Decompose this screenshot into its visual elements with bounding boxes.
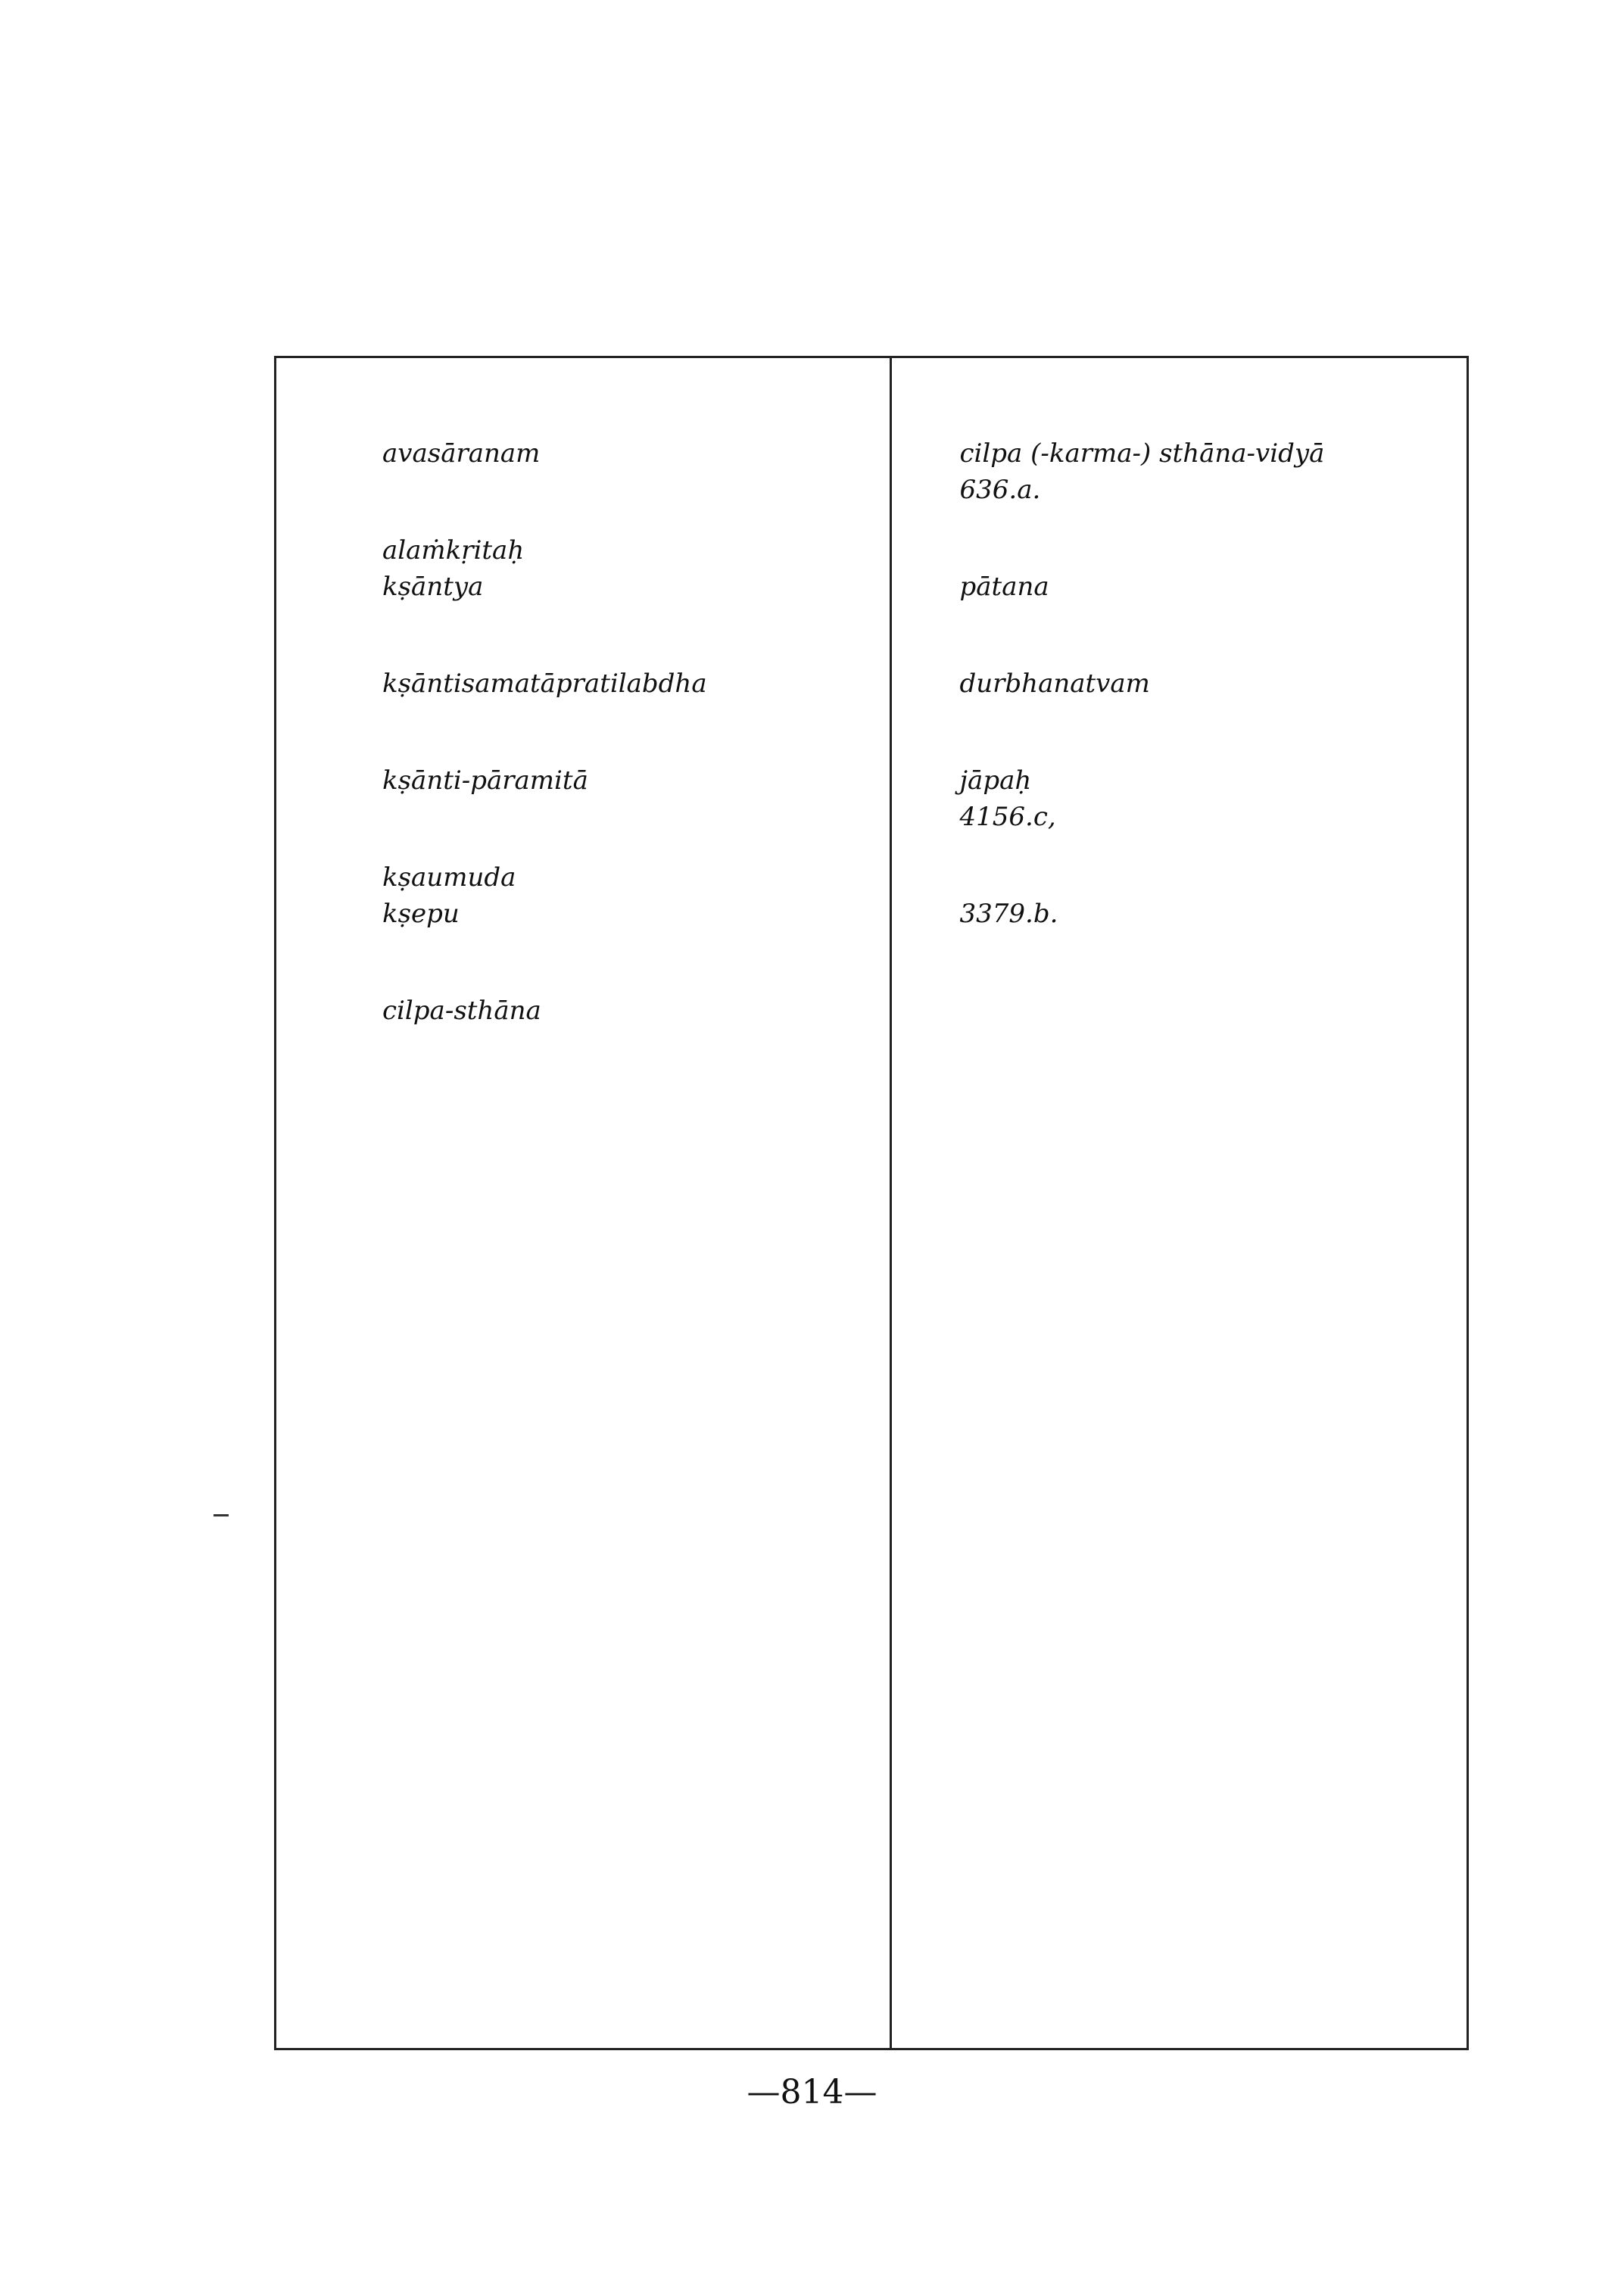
entry-headword <box>922 723 1437 762</box>
entry-headword <box>922 856 1437 896</box>
entry-gloss-line: kṣepu <box>382 899 460 929</box>
dictionary-entry <box>922 856 1437 932</box>
entry-headword <box>922 626 1437 665</box>
entry-gloss-line: durbhanatvam <box>959 669 1150 699</box>
margin-mark <box>214 1514 229 1516</box>
dictionary-entry <box>922 529 1437 605</box>
entry-headword <box>344 493 859 532</box>
entry-gloss-line: avasāranam <box>382 438 541 469</box>
dictionary-entry <box>344 820 859 932</box>
dictionary-entry <box>344 626 859 702</box>
entry-headword <box>344 953 859 993</box>
entry-gloss-line: 4156.c, <box>959 802 1056 832</box>
entry-gloss-line: kṣaumuda <box>382 862 516 893</box>
right-column <box>890 358 1467 2048</box>
left-column <box>276 358 890 2048</box>
dictionary-entry <box>922 723 1437 835</box>
entry-headword <box>344 820 859 859</box>
dictionary-entry <box>344 396 859 472</box>
entry-gloss-line: kṣānti-pāramitā <box>382 765 588 796</box>
dictionary-entry <box>922 626 1437 702</box>
entry-gloss-line: 3379.b. <box>959 899 1058 929</box>
entry-gloss-line: cilpa-sthāna <box>382 996 541 1026</box>
entry-headword <box>922 396 1437 435</box>
entry-gloss-line: kṣāntya <box>382 572 484 602</box>
entry-gloss-line: 636.a. <box>959 475 1041 505</box>
entry-gloss-line: cilpa (-karma-) sthāna-vidyā <box>959 438 1325 469</box>
entry-headword <box>922 529 1437 569</box>
entry-headword <box>344 396 859 435</box>
entry-headword <box>344 626 859 665</box>
page-number: —814— <box>747 2073 877 2112</box>
dictionary-entry <box>344 953 859 1029</box>
dictionary-entry <box>344 723 859 799</box>
dictionary-page-frame <box>274 356 1469 2050</box>
entry-gloss-line: jāpaḥ <box>959 765 1032 796</box>
entry-headword <box>344 723 859 762</box>
dictionary-entry <box>344 493 859 605</box>
entry-gloss-line: pātana <box>959 572 1049 602</box>
entry-gloss-line: alaṁkṛitaḥ <box>382 535 525 566</box>
dictionary-entry <box>922 396 1437 508</box>
entry-gloss-line: kṣāntisamatāpratilabdha <box>382 669 707 699</box>
